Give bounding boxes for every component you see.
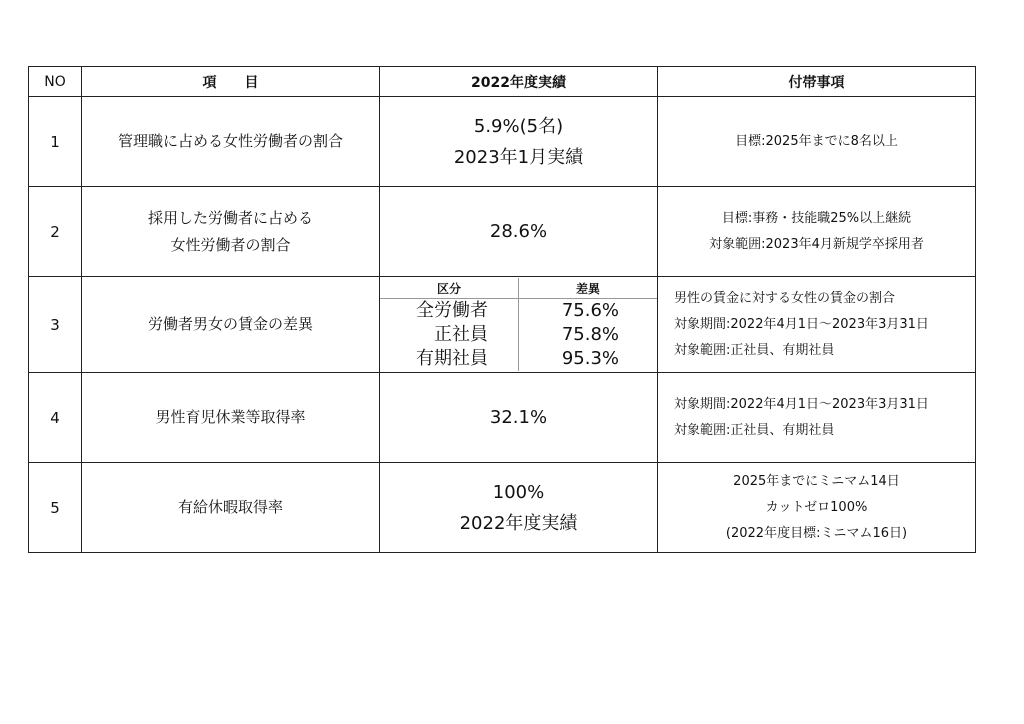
- row-number: 2: [29, 187, 82, 277]
- item-line: 労働者男女の賃金の差異: [147, 315, 313, 333]
- note-line: 2025年までにミニマム14日: [733, 473, 900, 489]
- wage-gap-cell: [380, 277, 658, 373]
- result-line: 2023年1月実績: [453, 146, 584, 168]
- header-notes: 付帯事項: [658, 67, 976, 97]
- note-line: 対象期間:2022年4月1日～2023年3月31日: [674, 396, 929, 412]
- row-notes: [658, 97, 976, 187]
- note-line: 対象範囲:2023年4月新規学卒採用者: [709, 236, 924, 252]
- note-line: 対象期間:2022年4月1日～2023年3月31日: [674, 316, 929, 332]
- row-result: [380, 463, 658, 553]
- row-result: [380, 373, 658, 463]
- result-line: 28.6%: [489, 221, 548, 242]
- table-row: [29, 187, 976, 277]
- wage-gap-value: 95.3%: [561, 348, 619, 369]
- note-line: 男性の賃金に対する女性の賃金の割合: [674, 290, 896, 306]
- result-line: 32.1%: [489, 407, 548, 428]
- row-number: 4: [29, 373, 82, 463]
- row-item: [82, 373, 380, 463]
- wage-gap-row: [380, 323, 657, 347]
- row-number: 1: [29, 97, 82, 187]
- wage-gap-row: [380, 299, 657, 324]
- wage-gap-category: 正社員: [380, 323, 519, 347]
- item-line: 採用した労働者に占める: [147, 208, 313, 227]
- wage-gap-table: [380, 278, 657, 371]
- note-line: 目標:2025年までに8名以上: [735, 133, 898, 149]
- row-result: [380, 187, 658, 277]
- row-item: [82, 277, 380, 373]
- row-notes: [658, 277, 976, 373]
- item-line: 男性育児休業等取得率: [155, 408, 306, 426]
- note-line: 目標:事務・技能職25%以上継続: [721, 210, 912, 226]
- note-line: カットゼロ100%: [765, 499, 868, 515]
- table-row: [29, 97, 976, 187]
- row-item: [82, 463, 380, 553]
- row-number: 5: [29, 463, 82, 553]
- header-row: [29, 67, 976, 97]
- table-row: [29, 463, 976, 553]
- result-line: 2022年度実績: [459, 512, 578, 534]
- disclosure-table: [28, 66, 976, 553]
- item-line: 有給休暇取得率: [177, 498, 283, 516]
- wage-gap-value: 75.8%: [561, 324, 619, 345]
- result-line: 100%: [492, 481, 545, 503]
- row-notes: [658, 187, 976, 277]
- item-line: 女性労働者の割合: [170, 235, 291, 254]
- wage-gap-header-difference: 差異: [519, 278, 658, 299]
- header-no: NO: [29, 67, 82, 97]
- result-line: 5.9%(5名): [473, 115, 564, 137]
- wage-gap-header-row: [380, 278, 657, 299]
- row-number: 3: [29, 277, 82, 373]
- row-item: [82, 97, 380, 187]
- wage-gap-value: 75.6%: [561, 300, 619, 321]
- wage-gap-category: 有期社員: [380, 347, 519, 371]
- row-item: [82, 187, 380, 277]
- wage-gap-category: 全労働者: [380, 299, 519, 324]
- item-line: 管理職に占める女性労働者の割合: [117, 132, 343, 150]
- wage-gap-header-category: 区分: [380, 278, 519, 299]
- wage-gap-row: [380, 347, 657, 371]
- note-line: (2022年度目標:ミニマム16日): [725, 525, 908, 541]
- row-notes: [658, 373, 976, 463]
- header-item: 項 目: [82, 67, 380, 97]
- table-row: [29, 373, 976, 463]
- note-line: 対象範囲:正社員、有期社員: [674, 342, 835, 358]
- note-line: 対象範囲:正社員、有期社員: [674, 422, 835, 438]
- table-row: [29, 277, 976, 373]
- header-result: 2022年度実績: [380, 67, 658, 97]
- row-notes: [658, 463, 976, 553]
- row-result: [380, 97, 658, 187]
